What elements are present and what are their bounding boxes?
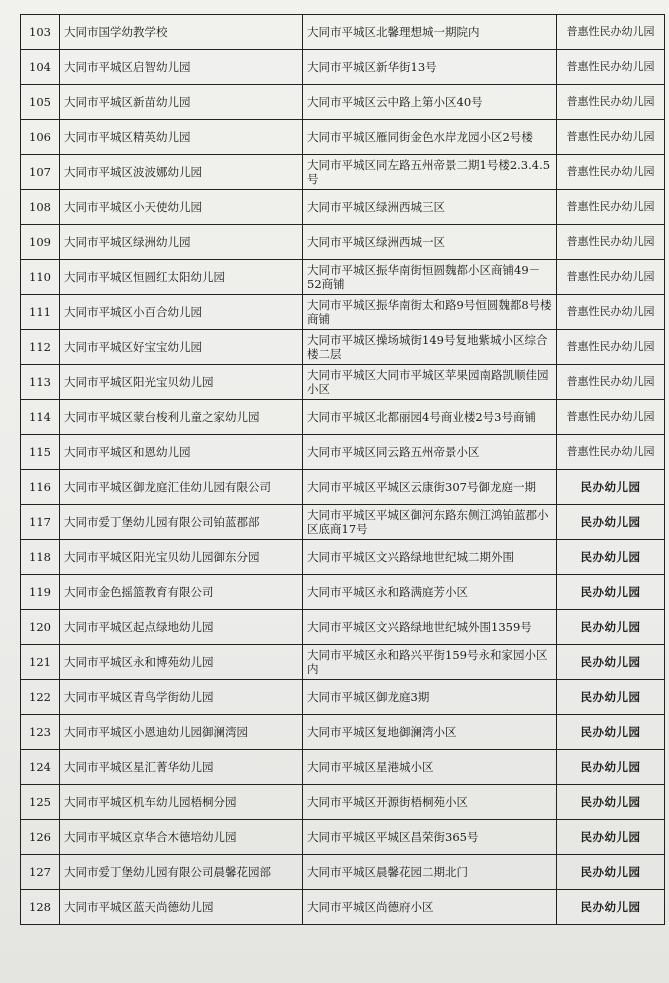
- table-row: [21, 155, 665, 190]
- kindergarten-type: 普惠性民办幼儿园: [557, 120, 665, 155]
- kindergarten-name: 大同市平城区波波娜幼儿园: [60, 155, 303, 190]
- row-number: 123: [21, 715, 60, 750]
- kindergarten-type: 普惠性民办幼儿园: [557, 260, 665, 295]
- table-row: [21, 890, 665, 925]
- kindergarten-table: [20, 14, 665, 925]
- kindergarten-address: 大同市平城区操场城街149号复地紫城小区综合楼二层: [303, 330, 557, 365]
- kindergarten-name: 大同市平城区蒙台梭利儿童之家幼儿园: [60, 400, 303, 435]
- kindergarten-type: 普惠性民办幼儿园: [557, 295, 665, 330]
- row-number: 104: [21, 50, 60, 85]
- kindergarten-address: 大同市平城区振华南街恒圆魏都小区商铺49－52商铺: [303, 260, 557, 295]
- kindergarten-type: 普惠性民办幼儿园: [557, 15, 665, 50]
- row-number: 114: [21, 400, 60, 435]
- row-number: 109: [21, 225, 60, 260]
- kindergarten-address: 大同市平城区振华南街太和路9号恒圆魏都8号楼商铺: [303, 295, 557, 330]
- table-row: [21, 260, 665, 295]
- kindergarten-type: 普惠性民办幼儿园: [557, 85, 665, 120]
- kindergarten-type: 普惠性民办幼儿园: [557, 435, 665, 470]
- table-row: [21, 85, 665, 120]
- table-row: [21, 575, 665, 610]
- kindergarten-address: 大同市平城区尚德府小区: [303, 890, 557, 925]
- row-number: 118: [21, 540, 60, 575]
- kindergarten-name: 大同市爱丁堡幼儿园有限公司晨馨花园部: [60, 855, 303, 890]
- kindergarten-name: 大同市平城区精英幼儿园: [60, 120, 303, 155]
- kindergarten-address: 大同市平城区御龙庭3期: [303, 680, 557, 715]
- table-row: [21, 645, 665, 680]
- row-number: 127: [21, 855, 60, 890]
- kindergarten-name: 大同市平城区机车幼儿园梧桐分园: [60, 785, 303, 820]
- table-row: [21, 505, 665, 540]
- kindergarten-name: 大同市平城区御龙庭汇佳幼儿园有限公司: [60, 470, 303, 505]
- row-number: 106: [21, 120, 60, 155]
- table-row: [21, 225, 665, 260]
- kindergarten-name: 大同市平城区青鸟学街幼儿园: [60, 680, 303, 715]
- kindergarten-type: 民办幼儿园: [557, 855, 665, 890]
- kindergarten-type: 普惠性民办幼儿园: [557, 400, 665, 435]
- kindergarten-address: 大同市平城区平城区云康街307号御龙庭一期: [303, 470, 557, 505]
- kindergarten-name: 大同市平城区京华合木德培幼儿园: [60, 820, 303, 855]
- kindergarten-type: 民办幼儿园: [557, 890, 665, 925]
- row-number: 125: [21, 785, 60, 820]
- kindergarten-address: 大同市平城区永和路兴平街159号永和家园小区内: [303, 645, 557, 680]
- kindergarten-address: 大同市平城区平城区御河东路东侧江鸿铂蓝郡小区底商17号: [303, 505, 557, 540]
- table-row: [21, 365, 665, 400]
- row-number: 113: [21, 365, 60, 400]
- row-number: 122: [21, 680, 60, 715]
- kindergarten-type: 普惠性民办幼儿园: [557, 330, 665, 365]
- kindergarten-type: 民办幼儿园: [557, 470, 665, 505]
- row-number: 108: [21, 190, 60, 225]
- kindergarten-type: 民办幼儿园: [557, 645, 665, 680]
- row-number: 115: [21, 435, 60, 470]
- kindergarten-type: 民办幼儿园: [557, 575, 665, 610]
- kindergarten-type: 普惠性民办幼儿园: [557, 190, 665, 225]
- table-row: [21, 785, 665, 820]
- kindergarten-type: 民办幼儿园: [557, 785, 665, 820]
- kindergarten-type: 民办幼儿园: [557, 680, 665, 715]
- row-number: 111: [21, 295, 60, 330]
- table-row: [21, 715, 665, 750]
- kindergarten-name: 大同市平城区星汇菁华幼儿园: [60, 750, 303, 785]
- kindergarten-name: 大同市平城区绿洲幼儿园: [60, 225, 303, 260]
- kindergarten-address: 大同市平城区文兴路绿地世纪城外围1359号: [303, 610, 557, 645]
- kindergarten-address: 大同市平城区新华街13号: [303, 50, 557, 85]
- table-row: [21, 50, 665, 85]
- row-number: 121: [21, 645, 60, 680]
- kindergarten-address: 大同市平城区复地御澜湾小区: [303, 715, 557, 750]
- kindergarten-name: 大同市平城区蓝天尚德幼儿园: [60, 890, 303, 925]
- kindergarten-type: 民办幼儿园: [557, 820, 665, 855]
- kindergarten-address: 大同市平城区晨馨花园二期北门: [303, 855, 557, 890]
- kindergarten-address: 大同市平城区星港城小区: [303, 750, 557, 785]
- row-number: 112: [21, 330, 60, 365]
- table-row: [21, 190, 665, 225]
- kindergarten-address: 大同市平城区永和路满庭芳小区: [303, 575, 557, 610]
- kindergarten-name: 大同市平城区好宝宝幼儿园: [60, 330, 303, 365]
- kindergarten-address: 大同市平城区平城区昌荣街365号: [303, 820, 557, 855]
- kindergarten-address: 大同市平城区雁同街金色水岸龙园小区2号楼: [303, 120, 557, 155]
- table-row: [21, 295, 665, 330]
- table-row: [21, 470, 665, 505]
- row-number: 126: [21, 820, 60, 855]
- row-number: 128: [21, 890, 60, 925]
- kindergarten-address: 大同市平城区绿洲西城一区: [303, 225, 557, 260]
- kindergarten-type: 普惠性民办幼儿园: [557, 365, 665, 400]
- table-row: [21, 750, 665, 785]
- kindergarten-address: 大同市平城区开源街梧桐苑小区: [303, 785, 557, 820]
- kindergarten-address: 大同市平城区文兴路绿地世纪城二期外围: [303, 540, 557, 575]
- kindergarten-type: 民办幼儿园: [557, 540, 665, 575]
- kindergarten-name: 大同市平城区和恩幼儿园: [60, 435, 303, 470]
- kindergarten-address: 大同市平城区大同市平城区苹果园南路凯顺佳园小区: [303, 365, 557, 400]
- table-row: [21, 120, 665, 155]
- kindergarten-type: 民办幼儿园: [557, 610, 665, 645]
- kindergarten-address: 大同市平城区同左路五州帝景二期1号楼2.3.4.5号: [303, 155, 557, 190]
- table-row: [21, 610, 665, 645]
- table-body: [21, 15, 665, 925]
- table-row: [21, 400, 665, 435]
- kindergarten-address: 大同市平城区云中路上第小区40号: [303, 85, 557, 120]
- kindergarten-name: 大同市平城区阳光宝贝幼儿园: [60, 365, 303, 400]
- kindergarten-name: 大同市平城区小百合幼儿园: [60, 295, 303, 330]
- kindergarten-name: 大同市平城区起点绿地幼儿园: [60, 610, 303, 645]
- row-number: 107: [21, 155, 60, 190]
- kindergarten-name: 大同市爱丁堡幼儿园有限公司铂蓝郡部: [60, 505, 303, 540]
- kindergarten-type: 普惠性民办幼儿园: [557, 225, 665, 260]
- kindergarten-type: 普惠性民办幼儿园: [557, 155, 665, 190]
- table-row: [21, 680, 665, 715]
- table-row: [21, 330, 665, 365]
- kindergarten-type: 民办幼儿园: [557, 505, 665, 540]
- kindergarten-address: 大同市平城区北馨理想城一期院内: [303, 15, 557, 50]
- kindergarten-name: 大同市金色摇篮教育有限公司: [60, 575, 303, 610]
- table-row: [21, 855, 665, 890]
- kindergarten-address: 大同市平城区同云路五州帝景小区: [303, 435, 557, 470]
- table-row: [21, 435, 665, 470]
- kindergarten-name: 大同市平城区阳光宝贝幼儿园御东分园: [60, 540, 303, 575]
- row-number: 119: [21, 575, 60, 610]
- kindergarten-name: 大同市平城区启智幼儿园: [60, 50, 303, 85]
- row-number: 116: [21, 470, 60, 505]
- kindergarten-type: 普惠性民办幼儿园: [557, 50, 665, 85]
- kindergarten-name: 大同市平城区永和博苑幼儿园: [60, 645, 303, 680]
- kindergarten-address: 大同市平城区绿洲西城三区: [303, 190, 557, 225]
- kindergarten-name: 大同市平城区新苗幼儿园: [60, 85, 303, 120]
- row-number: 117: [21, 505, 60, 540]
- kindergarten-type: 民办幼儿园: [557, 715, 665, 750]
- table-row: [21, 15, 665, 50]
- kindergarten-name: 大同市平城区小天使幼儿园: [60, 190, 303, 225]
- table-row: [21, 540, 665, 575]
- row-number: 124: [21, 750, 60, 785]
- kindergarten-type: 民办幼儿园: [557, 750, 665, 785]
- row-number: 103: [21, 15, 60, 50]
- kindergarten-name: 大同市平城区恒圆红太阳幼儿园: [60, 260, 303, 295]
- table-row: [21, 820, 665, 855]
- kindergarten-name: 大同市平城区小恩迪幼儿园御澜湾园: [60, 715, 303, 750]
- row-number: 110: [21, 260, 60, 295]
- row-number: 120: [21, 610, 60, 645]
- kindergarten-name: 大同市国学幼教学校: [60, 15, 303, 50]
- kindergarten-address: 大同市平城区北都丽园4号商业楼2号3号商铺: [303, 400, 557, 435]
- row-number: 105: [21, 85, 60, 120]
